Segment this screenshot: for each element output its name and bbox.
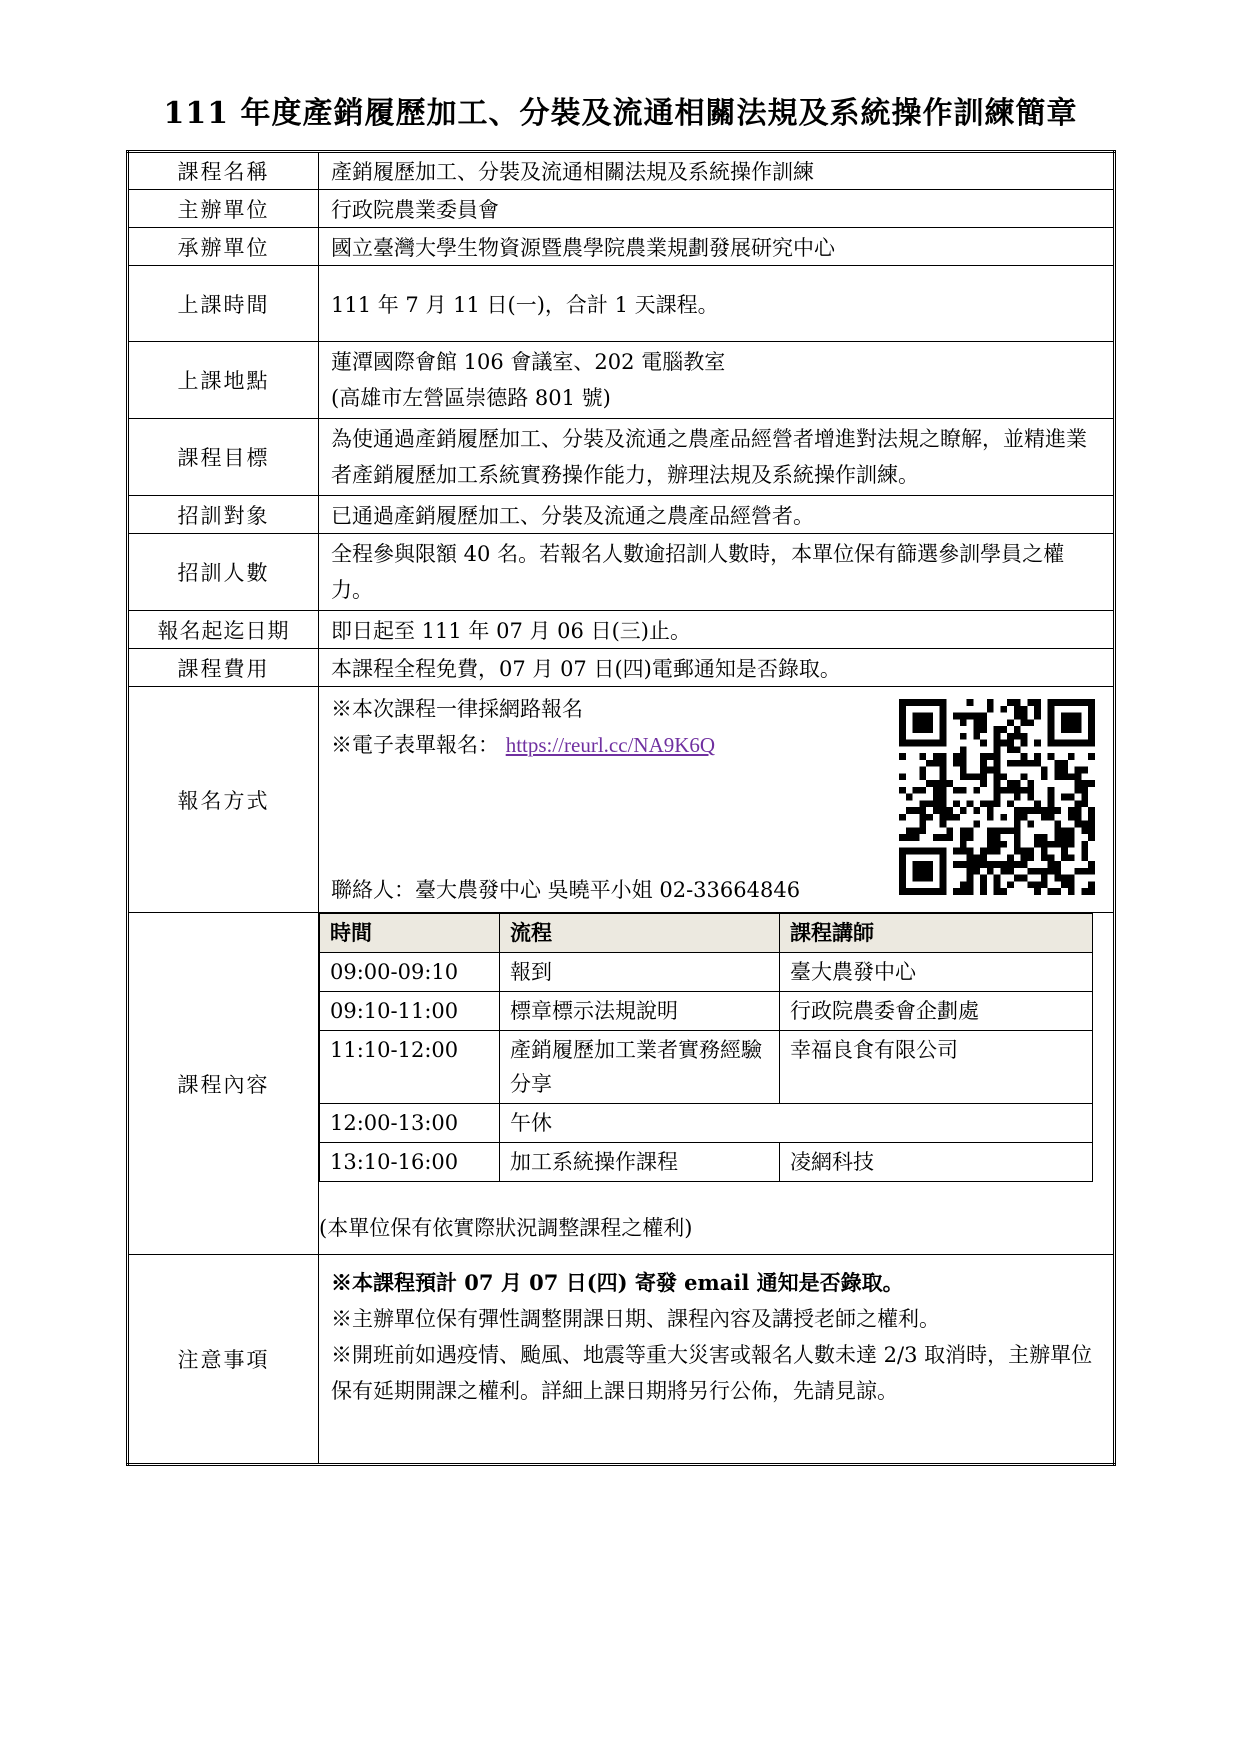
schedule-speaker: 凌網科技 bbox=[780, 1143, 1093, 1182]
schedule-header-row bbox=[320, 914, 1093, 953]
value-quota: 全程參與限額 40 名。若報名人數逾招訓人數時，本單位保有篩選參訓學員之權力。 bbox=[319, 534, 1115, 611]
value-fee: 本課程全程免費，07 月 07 日(四)電郵通知是否錄取。 bbox=[319, 649, 1115, 687]
label-deadline: 報名起迄日期 bbox=[128, 611, 319, 649]
schedule-row bbox=[320, 1031, 1093, 1104]
label-notice: 注意事項 bbox=[128, 1255, 319, 1465]
schedule-speaker: 臺大農發中心 bbox=[780, 953, 1093, 992]
schedule-item: 報到 bbox=[500, 953, 780, 992]
schedule-row bbox=[320, 1104, 1093, 1143]
notice-line-1: ※本課程預計 07 月 07 日(四) 寄發 email 通知是否錄取。 bbox=[331, 1270, 904, 1295]
label-registration: 報名方式 bbox=[128, 687, 319, 913]
row-location bbox=[128, 342, 1115, 419]
row-organizer bbox=[128, 190, 1115, 228]
notice-line-3: ※開班前如遇疫情、颱風、地震等重大災害或報名人數未達 2/3 取消時，主辦單位保有延期開課之權利。詳細上課日期將另行公佈，先請見諒。 bbox=[331, 1343, 1093, 1403]
label-location: 上課地點 bbox=[128, 342, 319, 419]
label-fee: 課程費用 bbox=[128, 649, 319, 687]
schedule-item: 加工系統操作課程 bbox=[500, 1143, 780, 1182]
row-registration bbox=[128, 687, 1115, 913]
notice-line-2: ※主辦單位保有彈性調整開課日期、課程內容及講授老師之權利。 bbox=[331, 1307, 940, 1331]
row-course-name bbox=[128, 152, 1115, 190]
registration-lines bbox=[331, 691, 715, 763]
schedule-item: 午休 bbox=[500, 1104, 1093, 1143]
label-course-name: 課程名稱 bbox=[128, 152, 319, 190]
value-time: 111 年 7 月 11 日(一)，合計 1 天課程。 bbox=[319, 266, 1115, 342]
row-quota bbox=[128, 534, 1115, 611]
registration-form-label: ※電子表單報名： bbox=[331, 733, 499, 757]
value-registration bbox=[319, 687, 1115, 913]
registration-contact: 聯絡人：臺大農發中心 吳曉平小姐 02-33664846 bbox=[331, 878, 801, 902]
label-organizer: 主辦單位 bbox=[128, 190, 319, 228]
row-notice bbox=[128, 1255, 1115, 1465]
schedule-header-time: 時間 bbox=[320, 914, 500, 953]
schedule-item: 標章標示法規說明 bbox=[500, 992, 780, 1031]
schedule-time: 09:00-09:10 bbox=[320, 953, 500, 992]
value-notice bbox=[319, 1255, 1115, 1465]
row-time bbox=[128, 266, 1115, 342]
value-location bbox=[319, 342, 1115, 419]
label-quota: 招訓人數 bbox=[128, 534, 319, 611]
registration-link[interactable]: https://reurl.cc/NA9K6Q bbox=[505, 733, 716, 757]
schedule-table bbox=[319, 913, 1093, 1182]
value-goal: 為使通過產銷履歷加工、分裝及流通之農產品經營者增進對法規之瞭解，並精進業者產銷履歷加工系統實務操作能力，辦理法規及系統操作訓練。 bbox=[319, 419, 1115, 496]
schedule-header-item: 流程 bbox=[500, 914, 780, 953]
schedule-time: 11:10-12:00 bbox=[320, 1031, 500, 1104]
label-content: 課程內容 bbox=[128, 913, 319, 1255]
row-target bbox=[128, 496, 1115, 534]
qr-code-icon[interactable] bbox=[899, 699, 1095, 895]
row-deadline bbox=[128, 611, 1115, 649]
page-title: 111 年度產銷履歷加工、分裝及流通相關法規及系統操作訓練簡章 bbox=[163, 96, 1078, 131]
schedule-time: 13:10-16:00 bbox=[320, 1143, 500, 1182]
registration-line-1: ※本次課程一律採網路報名 bbox=[331, 697, 583, 721]
schedule-speaker: 行政院農委會企劃處 bbox=[780, 992, 1093, 1031]
row-executor bbox=[128, 228, 1115, 266]
schedule-speaker: 幸福良食有限公司 bbox=[780, 1031, 1093, 1104]
schedule-time: 12:00-13:00 bbox=[320, 1104, 500, 1143]
location-line-2: (高雄市左營區崇德路 801 號) bbox=[331, 386, 611, 410]
value-course-name: 產銷履歷加工、分裝及流通相關法規及系統操作訓練 bbox=[319, 152, 1115, 190]
schedule-item: 產銷履歷加工業者實務經驗分享 bbox=[500, 1031, 780, 1104]
value-deadline: 即日起至 111 年 07 月 06 日(三)止。 bbox=[319, 611, 1115, 649]
row-fee bbox=[128, 649, 1115, 687]
registration-line-2 bbox=[331, 727, 715, 763]
row-goal bbox=[128, 419, 1115, 496]
schedule-row bbox=[320, 953, 1093, 992]
row-content bbox=[128, 913, 1115, 1255]
course-info-table bbox=[126, 150, 1116, 1466]
value-executor: 國立臺灣大學生物資源暨農學院農業規劃發展研究中心 bbox=[319, 228, 1115, 266]
schedule-time: 09:10-11:00 bbox=[320, 992, 500, 1031]
location-line-1: 蓮潭國際會館 106 會議室、202 電腦教室 bbox=[331, 350, 726, 374]
label-executor: 承辦單位 bbox=[128, 228, 319, 266]
label-goal: 課程目標 bbox=[128, 419, 319, 496]
value-target: 已通過產銷履歷加工、分裝及流通之農產品經營者。 bbox=[319, 496, 1115, 534]
value-content bbox=[319, 913, 1115, 1255]
label-time: 上課時間 bbox=[128, 266, 319, 342]
schedule-row bbox=[320, 1143, 1093, 1182]
schedule-header-speaker: 課程講師 bbox=[780, 914, 1093, 953]
label-target: 招訓對象 bbox=[128, 496, 319, 534]
value-organizer: 行政院農業委員會 bbox=[319, 190, 1115, 228]
schedule-note: (本單位保有依實際狀況調整課程之權利) bbox=[319, 1216, 693, 1240]
schedule-row bbox=[320, 992, 1093, 1031]
